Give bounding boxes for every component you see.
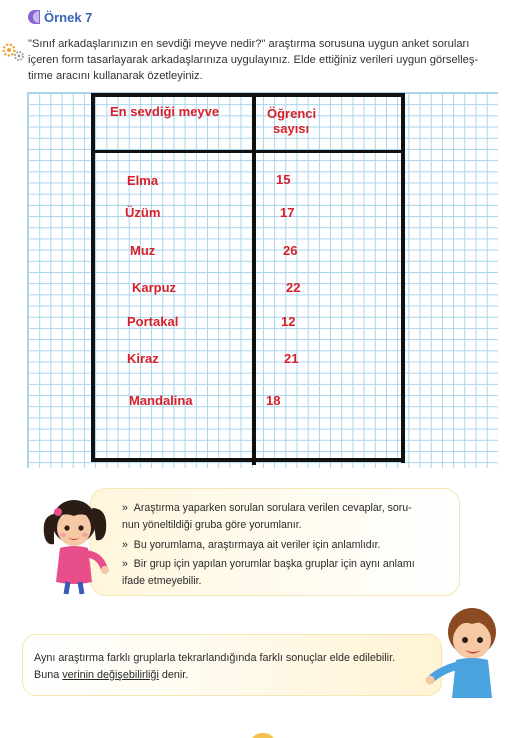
info-bullet-3	[122, 556, 452, 590]
note-line-2	[34, 667, 434, 684]
row-6-count: 21	[284, 351, 299, 366]
bullet-marker: »	[122, 539, 128, 551]
info-bullet-2	[122, 537, 452, 554]
header-fruit: En sevdiği meyve	[110, 104, 220, 119]
note-line-2-post: denir.	[158, 669, 189, 681]
row-4-count: 22	[286, 280, 301, 295]
header-count-line-2: sayısı	[273, 121, 310, 136]
note-text	[34, 650, 434, 684]
info-bullet-2-text: Bu yorumlama, araştırmaya ait veriler için anlamlıdır.	[133, 539, 381, 551]
table-border-top	[93, 93, 404, 97]
row-7-count: 18	[266, 393, 281, 408]
info-bullet-1-line-2: nun yöneltildiği gruba göre yorumlanır.	[122, 519, 302, 531]
row-5-count: 12	[281, 314, 296, 329]
info-bullet-1	[122, 500, 452, 534]
example-tab-inner-icon	[33, 11, 39, 23]
data-variability-term: verinin değişebilirliği	[62, 669, 159, 681]
row-6-fruit: Kiraz	[127, 351, 159, 366]
row-3-fruit: Muz	[130, 243, 156, 258]
info-bullet-1-line-1	[122, 500, 452, 517]
table-border-bottom	[91, 458, 405, 462]
row-7-fruit: Mandalina	[129, 393, 193, 408]
header-count	[267, 106, 316, 136]
gears-icon	[0, 38, 26, 64]
bullet-marker: »	[122, 502, 128, 514]
row-5-fruit: Portakal	[127, 314, 179, 329]
girl-character-illustration	[34, 486, 114, 596]
prompt-line-1: "Sınıf arkadaşlarınızın en sevdiği meyve nedir?" araştırma sorusuna uygun anket soruları	[28, 38, 470, 50]
table-header-divider	[95, 150, 405, 153]
example-label: Örnek 7	[44, 10, 93, 25]
info-bullet-1-text-a: Araştırma yaparken sorulan sorulara verilen cevaplar, soru-	[133, 502, 412, 514]
grid-paper	[27, 92, 498, 468]
note-line-1: Aynı araştırma farklı gruplarla tekrarlandığında farklı sonuçlar elde edilebilir.	[34, 652, 396, 664]
page-decoration	[250, 733, 276, 738]
question-prompt	[28, 36, 496, 84]
info-bullet-3-line-2: ifade etmeyebilir.	[122, 575, 202, 587]
table-border-left	[91, 93, 95, 462]
bullet-marker: »	[122, 558, 128, 570]
prompt-line-3: tirme aracını kullanarak özetleyiniz.	[28, 70, 203, 82]
row-4-fruit: Karpuz	[132, 280, 177, 295]
row-2-fruit: Üzüm	[125, 205, 161, 220]
header-count-line-1: Öğrenci	[267, 106, 317, 121]
row-2-count: 17	[280, 205, 295, 220]
table-border-right	[401, 93, 405, 463]
row-3-count: 26	[283, 243, 298, 258]
prompt-line-2: içeren form tasarlayarak arkadaşlarınıza uygulayınız. Elde ettiğiniz verileri uygun görselleş-	[28, 54, 479, 66]
boy-character-illustration	[420, 600, 510, 700]
note-line-2-pre: Buna	[34, 669, 63, 681]
row-1-count: 15	[276, 172, 291, 187]
info-bullet-3-text-a: Bir grup için yapılan yorumlar başka gruplar için aynı anlamı	[133, 558, 415, 570]
table-column-divider	[252, 93, 256, 465]
info-bullet-3-line-1	[122, 556, 452, 573]
row-1-fruit: Elma	[127, 173, 159, 188]
